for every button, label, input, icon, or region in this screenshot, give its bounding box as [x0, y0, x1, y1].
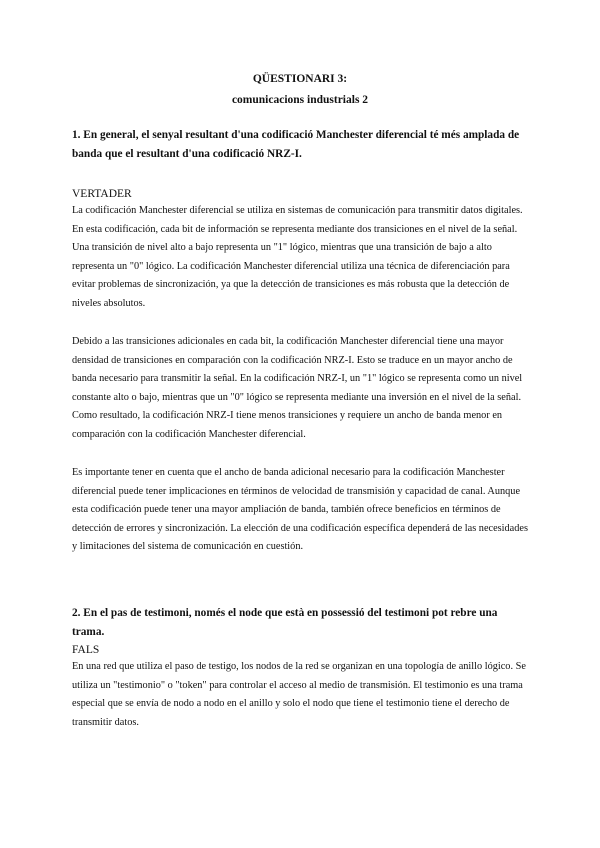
answer-2: FALS — [72, 644, 100, 656]
answer-1-paragraph-2: Debido a las transiciones adicionales en cada bit, la codificación Manchester diferencial tiene una mayor densidad de transiciones en comparación con la codificación NRZ-I. Esto se traduce en un mayor ancho de banda necesario para transmitir la señal. En la codificación NRZ-I, un "1" lógico se representa como un nivel constante alto o bajo, mientras que un "0" lógico se representa mediante una inversión en el nivel de la señal. Como resultado, la codificación NRZ-I tiene menos transiciones y requiere un ancho de banda menor en comparación con la codificación Manchester diferencial. — [72, 336, 523, 440]
answer-1: VERTADER — [72, 188, 132, 200]
document-subtitle: comunicacions industrials 2 — [231, 94, 369, 106]
question-2: 2. En el pas de testimoni, només el node que està en possessió del testimoni pot rebre una trama. — [72, 607, 498, 638]
answer-1-paragraph-1: La codificación Manchester diferencial se utiliza en sistemas de comunicación para transmitir datos digitales. En esta codificación, cada bit de información se representa mediante dos transiciones en el nivel de la señal. Una transición de nivel alto a bajo representa un "1" lógico, mientras que una transición de bajo a alto representa un "0" lógico. La codificación Manchester diferencial utiliza una técnica de diferenciación para evitar problemas de sincronización, ya que la detección de transiciones es más robusta que la detección de niveles absolutos. — [72, 205, 523, 309]
document-title: QÜESTIONARI 3: — [252, 73, 348, 85]
answer-2-paragraph-1: En una red que utiliza el paso de testigo, los nodos de la red se organizan en una topología de anillo lógico. Se utiliza un "testimonio" o "token" para controlar el acceso al medio de transmisión. El testimonio es una trama especial que se envía de nodo a nodo en el anillo y solo el nodo que tiene el testimonio tiene el derecho de transmitir datos. — [72, 661, 526, 728]
answer-1-paragraph-3: Es importante tener en cuenta que el ancho de banda adicional necesario para la codificación Manchester diferencial puede tener implicaciones en términos de velocidad de transmisión y capacidad de canal. Aunque esta codificación puede tener una mayor ampliación de banda, también ofrece beneficios en términos de detección de errores y sincronización. La elección de una codificación específica dependerá de las necesidades y limitaciones del sistema de comunicación en cuestión. — [72, 467, 528, 553]
question-1: 1. En general, el senyal resultant d'una codificació Manchester diferencial té més amplada de banda que el resultant d'una codificació NRZ-I. — [72, 129, 520, 160]
